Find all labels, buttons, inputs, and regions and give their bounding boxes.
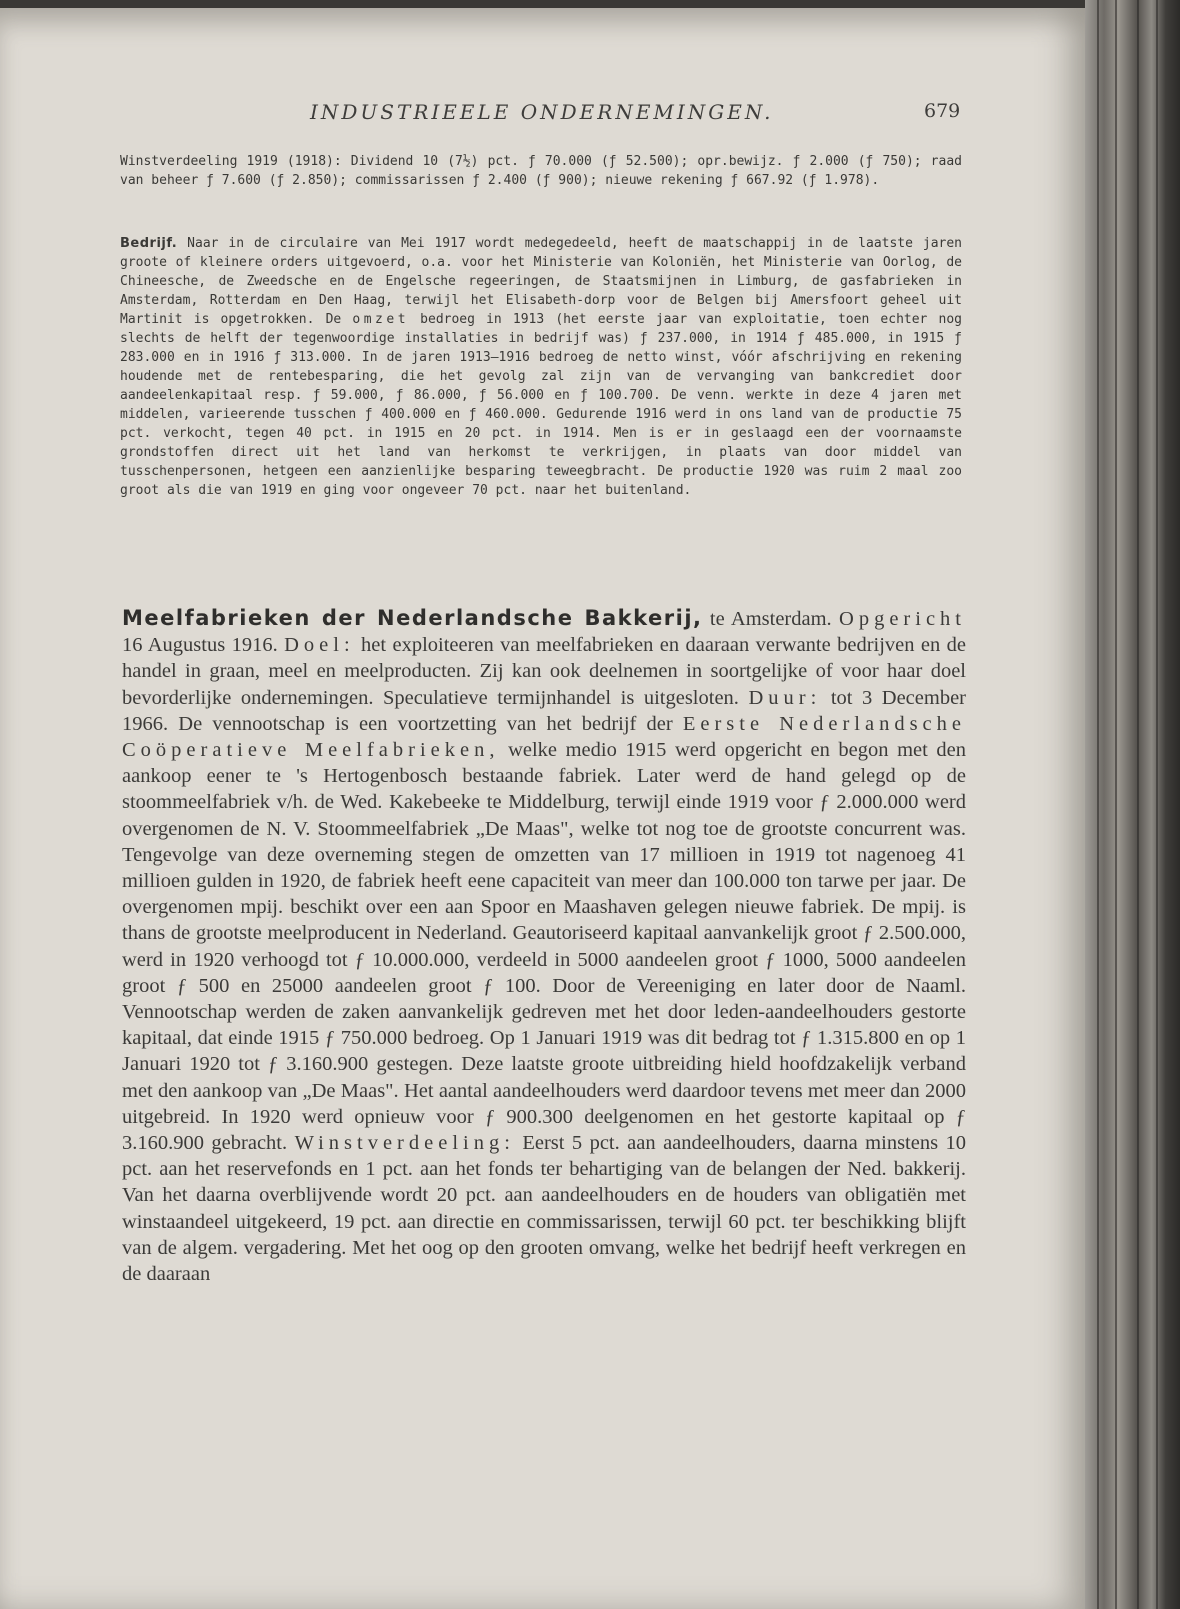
meelfabrieken-entry [122,605,966,1287]
spine-line [1097,0,1099,1609]
eerste-name: Eerste Nederlandsche Coöperatieve Meelfabrieken, [122,712,966,762]
running-title: INDUSTRIEELE ONDERNEMINGEN. [310,100,774,124]
winstverdeeling-label: Winstverdeeling: [294,1132,515,1155]
omzet-term: omzet [352,312,410,327]
entry-location: te Amsterdam. [702,608,840,630]
winstverdeeling-paragraph: Winstverdeeling 1919 (1918): Dividend 10 (7½) pct. ƒ 70.000 (ƒ 52.500); opr.bewijz. ƒ 2.000 (ƒ 750); raad van beheer ƒ 7.600 (ƒ 2.850); commissarissen ƒ 2.400 (ƒ 900); nieuwe rekening ƒ 667.92 (ƒ 1.978). [120,154,962,188]
bedrijf-text-1: Naar in de circulaire van Mei 1917 wordt medegedeeld, heeft de maatschappij in de laatste jaren groote of kleinere orders uitgevoerd, o.a. voor het Ministerie van Koloniën, het Ministerie van Oorlog, de Chineesche, de Zweedsche en de Engelsche regeeringen, de Staatsmijnen in Limburg, de gasfabrieken in Amsterdam, Rotterdam en Den Haag, terwijl het Elisabeth-dorp voor de Belgen bij Amersfoort geheel uit Martinit is opgetrokken. De [120,236,962,327]
duur-label: Duur: [748,686,822,709]
entry-title: Meelfabrieken der Nederlandsche Bakkerij, [122,606,703,630]
page-number: 679 [924,100,961,122]
bedrijf-label: Bedrijf. [120,236,178,251]
spine-line [1115,0,1117,1609]
history-text: welke medio 1915 werd opgericht en begon met den aankoop eener te 's Hertogenbosch bestaande fabriek. Later werd de hand gelegd op de stoommeelfabriek v/h. de Wed. Kakebeeke te Middelburg, terwijl einde 1919 voor ƒ 2.000.000 werd overgenomen de N. V. Stoommeelfabriek „De Maas", welke tot nog toe de grootste concurrent was. Tengevolge van deze overneming stegen de omzetten van 17 millioen in 1919 tot nagenoeg 41 millioen gulden in 1920, de fabriek heeft eene capaciteit van meer dan 100.000 ton tarwe per jaar. De overgenomen mpij. beschikt over een aan Spoor en Maashaven gelegen nieuwe fabriek. De mpij. is thans de grootste meelproducent in Nederland. Geautoriseerd kapitaal aanvankelijk groot ƒ 2.500.000, werd in 1920 verhoogd tot ƒ 10.000.000, verdeeld in 5000 aandeelen groot ƒ 1000, 5000 aandeelen groot ƒ 500 en 25000 aandeelen groot ƒ 100. Door de Vereeniging en later door de Naaml. Vennootschap werden de zaken aanvankelijk gedreven met het door leden-aandeelhouders gestorte kapitaal, dat einde 1915 ƒ 750.000 bedroeg. Op 1 Januari 1919 was dit bedrag tot ƒ 1.315.800 en op 1 Januari 1920 tot ƒ 3.160.900 gestegen. Deze laatste groote uitbreiding hield hoofdzakelijk verband met den aankoop van „De Maas". Het aantal aandeelhouders werd daardoor tevens met meer dan 2000 uitgebreid. In 1920 werd opnieuw voor ƒ 900.300 deelgenomen en het gestorte kapitaal op ƒ 3.160.900 gebracht. [122,739,966,1155]
winstverdeeling-text: Eerst 5 pct. aan aandeelhouders, daarna minstens 10 pct. aan het reservefonds en 1 pct. aan het fonds ter behartiging van de belangen der Ned. bakkerij. Van het daarna overblijvende wordt 20 pct. aan aandeelhouders en de houders van obligatiën met winstaandeel uitgekeerd, 19 pct. aan directie en commissarissen, terwijl 60 pct. ter beschikking blijft van de algem. vergadering. Met het oog op den grooten omvang, welke het bedrijf heeft verkregen en de daaraan [122,1132,966,1286]
book-spine [1085,0,1180,1609]
opgericht-label: Opgericht [839,608,967,630]
duur-text: tot 3 December 1966. De vennootschap is een voortzetting van het bedrijf der [122,686,966,735]
opgericht-text: 16 Augustus 1916. [122,634,285,657]
bedrijf-paragraph [120,234,962,500]
doel-label: Doel: [284,634,355,657]
book-page [0,8,1085,1609]
spine-line [1156,0,1158,1609]
doel-text: het exploiteeren van meelfabrieken en daaraan verwante bedrijven en de handel in graan, meel en meelproducten. Zij kan ook deelnemen in soortgelijke of voor haar doel bevorderlijke ondernemingen. Speculatieve termijnhandel is uitgesloten. [122,634,966,709]
bedrijf-text-2: bedroeg in 1913 (het eerste jaar van exploitatie, toen echter nog slechts de helft der tegenwoordige installaties in bedrijf was) ƒ 237.000, in 1914 ƒ 485.000, in 1915 ƒ 283.000 en in 1916 ƒ 313.000. In de jaren 1913—1916 bedroeg de netto winst, vóór afschrijving en rekening houdende met de rentebesparing, die het gevolg zal zijn van de vervanging van bankcrediet door aandeelenkapitaal resp. ƒ 59.000, ƒ 86.000, ƒ 56.000 en ƒ 100.700. De venn. werkte in deze 4 jaren met middelen, varieerende tusschen ƒ 400.000 en ƒ 460.000. Gedurende 1916 werd in ons land van de productie 75 pct. verkocht, tegen 40 pct. in 1915 en 20 pct. in 1914. Men is er in geslaagd een der voornaamste grondstoffen direct uit het land van herkomst te verkrijgen, in plaats van door middel van tusschenpersonen, hetgeen een aanzienlijke besparing teweegbracht. De productie 1920 was ruim 2 maal zoo groot als die van 1919 en ging voor ongeveer 70 pct. naar het buitenland. [120,312,962,498]
spine-line [1137,0,1139,1609]
